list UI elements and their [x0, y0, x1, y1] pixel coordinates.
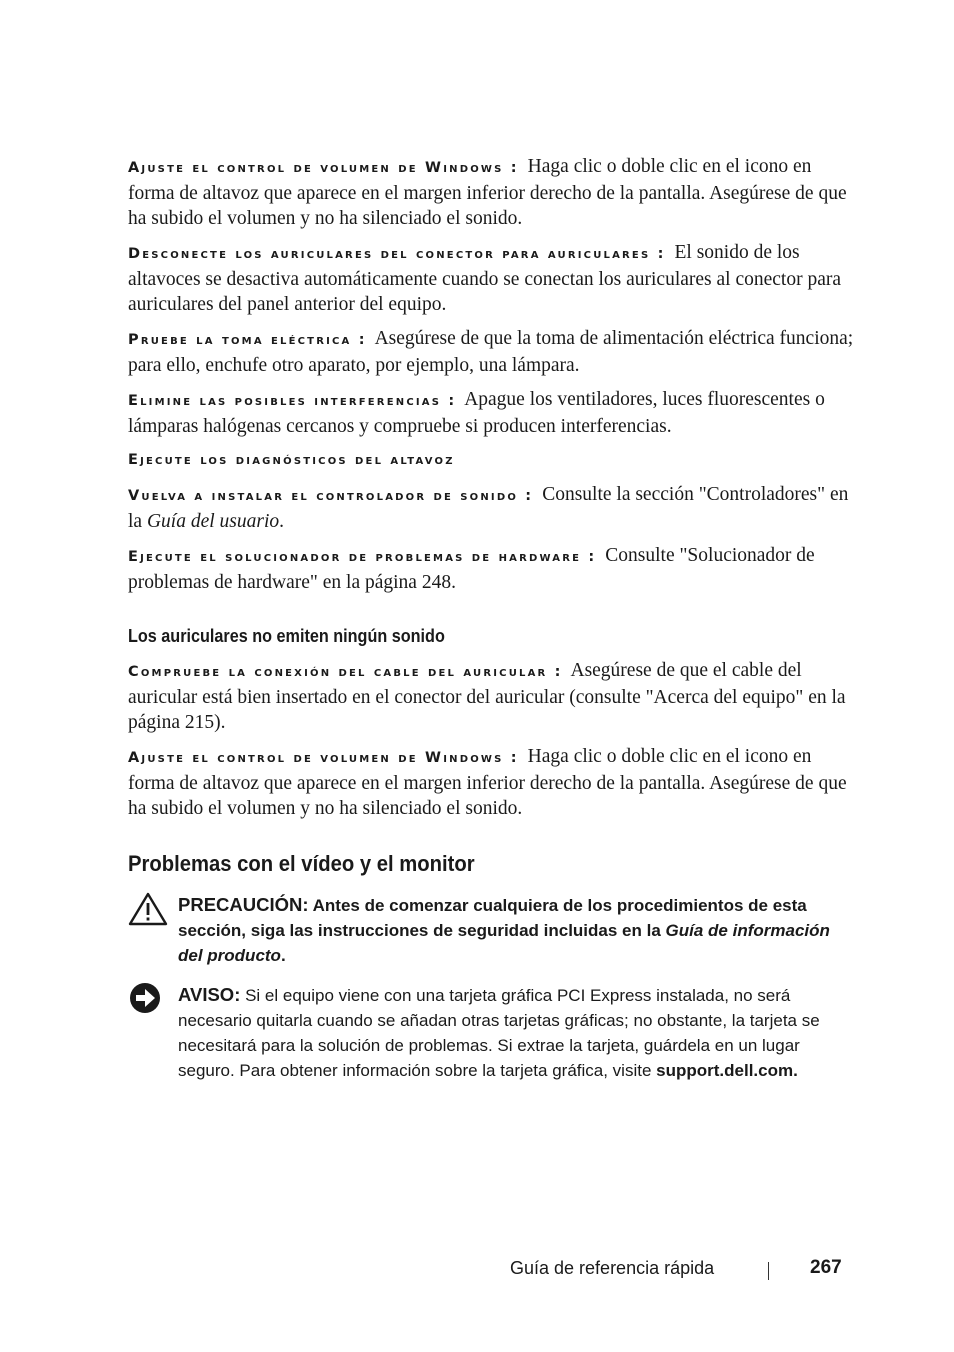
item-lead: Ajuste el control de volumen de Windows :: [128, 750, 519, 766]
item-text: El sonido de los altavoces se desactiva automáticamente cuando se conectan los auriculares al conector para auriculares del panel anterior del equipo.: [128, 242, 842, 315]
notice-text: [178, 982, 858, 1083]
item-text-after: .: [279, 511, 284, 532]
item-text: Consulte la sección "Controladores" en la: [128, 484, 849, 532]
item-text: Asegúrese de que la toma de alimentación eléctrica funciona; para ello, enchufe otro aparato, por ejemplo, una lámpara.: [128, 328, 854, 376]
caution-italic-ref: Guía de información del producto: [178, 921, 830, 965]
item-lead: Ejecute el solucionador de problemas de hardware :: [128, 549, 597, 565]
item-lead: Vuelva a instalar el controlador de sonido :: [128, 488, 534, 504]
caution-text: [178, 892, 858, 968]
item-text: Haga clic o doble clic en el icono en forma de altavoz que aparece en el margen inferior derecho de la pantalla. Asegúrese de que ha subido el volumen y no ha silenciado el sonido.: [128, 746, 847, 819]
troubleshoot-item: [128, 387, 858, 439]
troubleshoot-item: [128, 744, 858, 821]
page-number: 267: [810, 1257, 842, 1278]
page-content: [128, 154, 858, 1097]
caution-label: PRECAUCIÓN:: [178, 894, 309, 915]
item-lead: Ajuste el control de volumen de Windows :: [128, 160, 519, 176]
subsection-heading: Los auriculares no emiten ningún sonido: [128, 626, 445, 646]
warning-triangle-icon: [128, 892, 168, 933]
notice-label: AVISO:: [178, 984, 241, 1005]
item-text: Apague los ventiladores, luces fluorescentes o lámparas halógenas cercanos y compruebe si producen interferencias.: [128, 389, 825, 437]
item-text: Asegúrese de que el cable del auricular está bien insertado en el conector del auricular (consulte "Acerca del equipo" en la página 215).: [128, 660, 846, 733]
notice-body: Si el equipo viene con una tarjeta gráfica PCI Express instalada, no será necesario quitarla cuando se añadan otras tarjetas gráficas; no obstante, la tarjeta se necesitará para la solución de problemas. Si extrae la tarjeta, guárdela en un lugar seguro. Para obtener información sobre la tarjeta gráfica, visite: [178, 986, 820, 1080]
item-text: Haga clic o doble clic en el icono en forma de altavoz que aparece en el margen inferior derecho de la pantalla. Asegúrese de que ha subido el volumen y no ha silenciado el sonido.: [128, 156, 847, 229]
notice-arrow-icon: [128, 982, 164, 1023]
item-text: Consulte "Solucionador de problemas de hardware" en la página 248.: [128, 545, 815, 593]
item-lead: Elimine las posibles interferencias :: [128, 393, 457, 409]
troubleshoot-item: [128, 154, 858, 231]
footer-title: Guía de referencia rápida: [510, 1258, 715, 1278]
item-lead: Compruebe la conexión del cable del auricular :: [128, 664, 563, 680]
notice-link[interactable]: support.dell.com.: [656, 1061, 798, 1080]
notice-box: [128, 982, 858, 1083]
caution-after: .: [280, 946, 286, 965]
troubleshoot-item: [128, 448, 858, 473]
troubleshoot-item: [128, 326, 858, 378]
footer-divider: [768, 1262, 769, 1280]
caution-body: Antes de comenzar cualquiera de los procedimientos de esta sección, siga las instrucciones de seguridad incluidas en la: [178, 896, 807, 940]
item-lead: Pruebe la toma eléctrica :: [128, 332, 367, 348]
caution-box: [128, 892, 858, 968]
item-lead: Desconecte los auriculares del conector para auriculares :: [128, 246, 666, 262]
troubleshoot-item: [128, 658, 858, 735]
troubleshoot-item: [128, 482, 858, 534]
section-heading: Problemas con el vídeo y el monitor: [128, 851, 475, 876]
item-lead: Ejecute los diagnósticos del altavoz: [128, 452, 455, 468]
troubleshoot-item: [128, 240, 858, 317]
item-italic-ref: Guía del usuario: [146, 511, 280, 532]
troubleshoot-item: [128, 543, 858, 595]
page-footer: [0, 1256, 954, 1284]
